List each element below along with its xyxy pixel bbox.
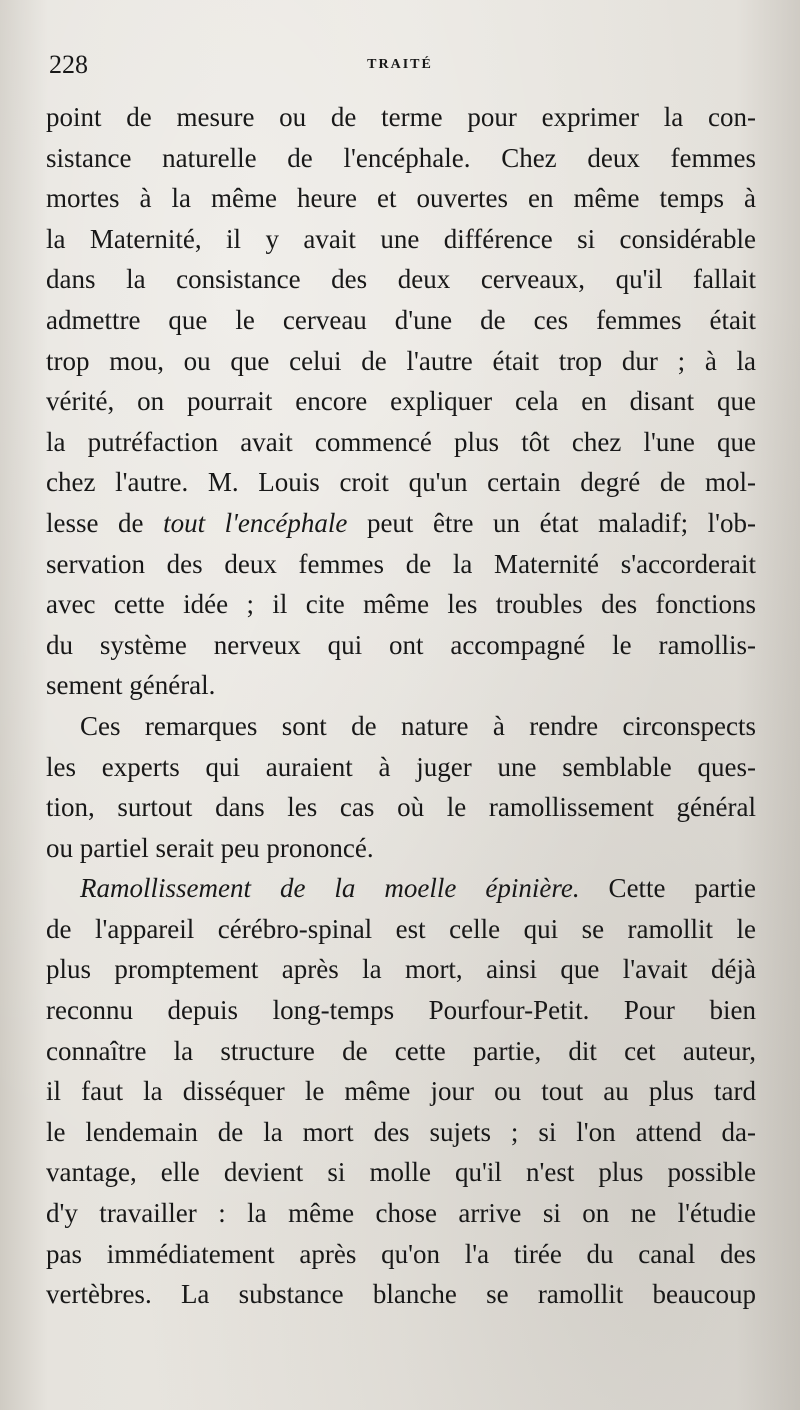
text-line: plus promptement après la mort, ainsi que l'avait déjà	[46, 954, 756, 985]
page-header	[44, 50, 756, 80]
text-line: pas immédiatement après qu'on l'a tirée du canal des	[46, 1238, 756, 1269]
text-line: la Maternité, il y avait une différence si considérable	[46, 223, 756, 254]
text-line: avec cette idée ; il cite même les troubles des fonctions	[46, 589, 756, 620]
text-line: connaître la structure de cette partie, dit cet auteur,	[46, 1035, 756, 1066]
text-line: ou partiel serait peu prononcé.	[46, 832, 374, 863]
text-line: sement général.	[46, 670, 216, 701]
text-line: le lendemain de la mort des sujets ; si l'on attend da-	[46, 1116, 756, 1147]
section-heading-line	[46, 868, 756, 909]
text-line: admettre que le cerveau d'une de ces femmes était	[46, 304, 756, 335]
paragraph-start-line: Ces remarques sont de nature à rendre circonspects	[80, 710, 756, 741]
text-line: dans la consistance des deux cerveaux, qu'il fallait	[46, 264, 756, 295]
text-line: la putréfaction avait commencé plus tôt chez l'une que	[46, 426, 756, 457]
text-line: sistance naturelle de l'encéphale. Chez deux femmes	[46, 142, 756, 173]
text-line: il faut la disséquer le même jour ou tout au plus tard	[46, 1076, 756, 1107]
italic-text: tout l'encéphale	[163, 507, 348, 538]
text-line: trop mou, ou que celui de l'autre était trop dur ; à la	[46, 345, 756, 376]
text-line: tion, surtout dans les cas où le ramollissement général	[46, 792, 756, 823]
text-line: servation des deux femmes de la Maternité s'accorderait	[46, 548, 756, 579]
text-line: d'y travailler : la même chose arrive si on ne l'étudie	[46, 1198, 756, 1229]
text-run: peut être un état maladif; l'ob-	[347, 507, 756, 538]
text-line: vantage, elle devient si molle qu'il n'est plus possible	[46, 1157, 756, 1188]
text-line: chez l'autre. M. Louis croit qu'un certain degré de mol-	[46, 467, 756, 498]
text-line: les experts qui auraient à juger une semblable ques-	[46, 751, 756, 782]
text-line-with-italic	[46, 503, 756, 544]
text-line: vertèbres. La substance blanche se ramollit beaucoup	[46, 1279, 756, 1310]
text-line: reconnu depuis long-temps Pourfour-Petit. Pour bien	[46, 995, 756, 1026]
text-line: du système nerveux qui ont accompagné le ramollis-	[46, 629, 756, 660]
text-line: de l'appareil cérébro-spinal est celle qui se ramollit le	[46, 913, 756, 944]
text-run: Cette partie	[579, 873, 756, 904]
running-title: TRAITÉ	[367, 57, 433, 72]
text-line: vérité, on pourrait encore expliquer cela en disant que	[46, 386, 756, 417]
text-line: point de mesure ou de terme pour exprimer la con-	[46, 102, 756, 132]
body-text	[46, 97, 756, 1315]
section-heading: Ramollissement de la moelle épinière.	[80, 873, 580, 904]
text-line: mortes à la même heure et ouvertes en même temps à	[46, 183, 756, 214]
page-number: 228	[49, 50, 88, 79]
text-run: lesse de	[46, 507, 164, 538]
